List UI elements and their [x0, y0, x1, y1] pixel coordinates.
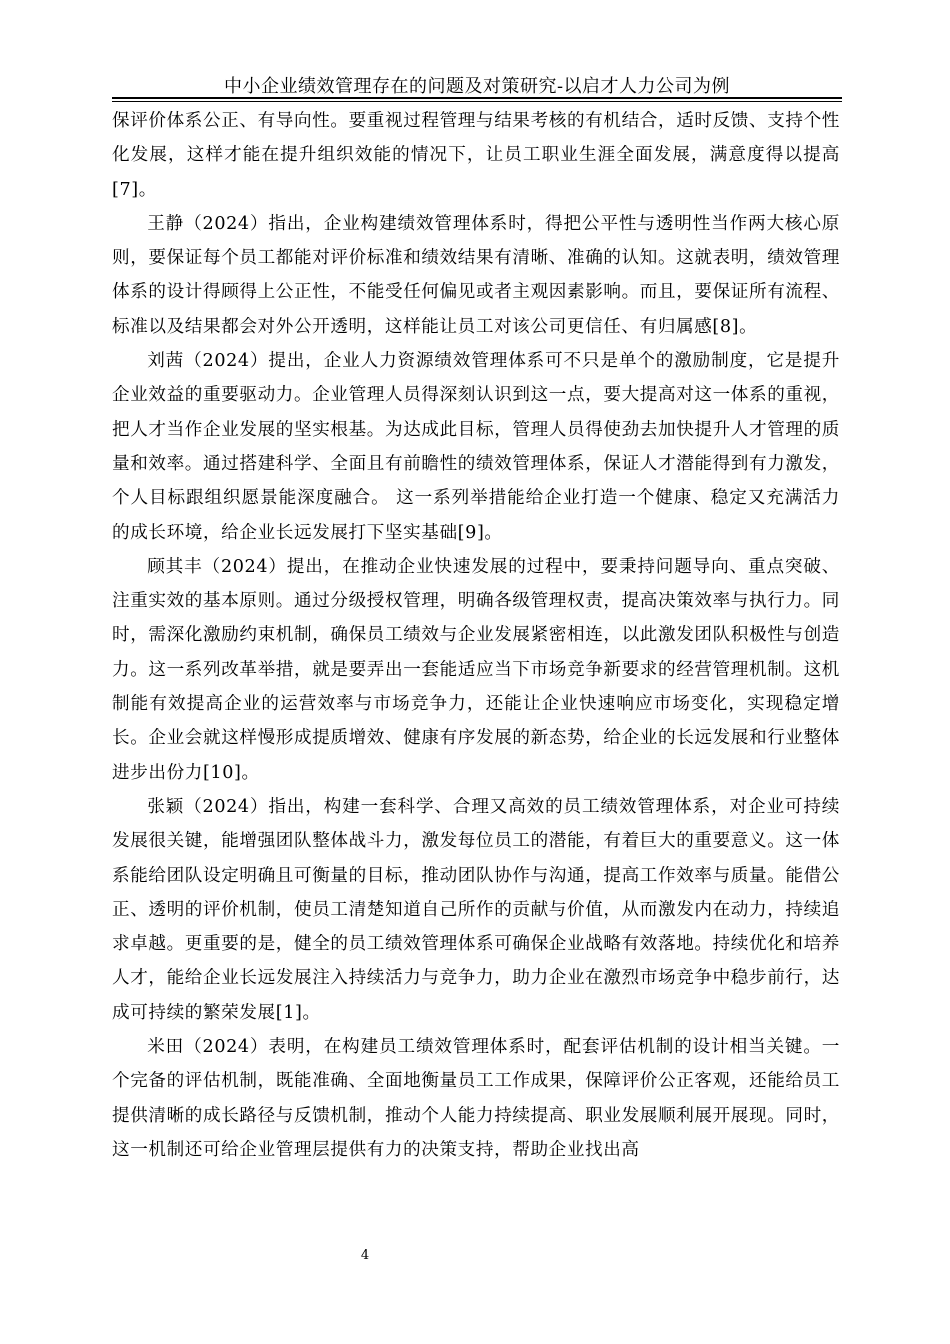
paragraph-gu-qifeng: 顾其丰（2024）提出，在推动企业快速发展的过程中，要秉持问题导向、重点突破、注重实效的基本原则。通过分级授权管理，明确各级管理权责，提高决策效率与执行力。同时，需深化激励约束机制，确保员工绩效与企业发展紧密相连，以此激发团队积极性与创造力。这一系列改革举措，就是要弄出一套能适应当下市场竞争新要求的经营管理机制。这机制能有效提高企业的运营效率与市场竞争力，还能让企业快速响应市场变化，实现稳定增长。企业会就这样慢形成提质增效、健康有序发展的新态势，给企业的长远发展和行业整体进步出份力[10]。 [112, 556, 840, 783]
paragraph-wang-jing: 王静（2024）指出，企业构建绩效管理体系时，得把公平性与透明性当作两大核心原则，要保证每个员工都能对评价标准和绩效结果有清晰、准确的认知。这就表明，绩效管理体系的设计得顾得上公正性，不能受任何偏见或者主观因素影响。而且，要保证所有流程、标准以及结果都会对外公开透明，这样能让员工对该公司更信任、有归属感[8]。 [112, 213, 840, 337]
header-rule-thin [112, 101, 842, 102]
body-text [112, 104, 840, 1167]
header-rule-thick [112, 97, 842, 99]
paragraph-zhang-ying: 张颖（2024）指出，构建一套科学、合理又高效的员工绩效管理体系，对企业可持续发展很关键，能增强团队整体战斗力，激发每位员工的潜能，有着巨大的重要意义。这一体系能给团队设定明确且可衡量的目标，推动团队协作与沟通，提高工作效率与质量。能借公正、透明的评价机制，使员工清楚知道自己所作的贡献与价值，从而激发内在动力，持续追求卓越。更重要的是，健全的员工绩效管理体系可确保企业战略有效落地。持续优化和培养人才，能给企业长远发展注入持续活力与竞争力，助力企业在激烈市场竞争中稳步前行，达成可持续的繁荣发展[1]。 [112, 796, 840, 1023]
page-number: 4 [360, 1248, 370, 1263]
paragraph-mi-tian: 米田（2024）表明，在构建员工绩效管理体系时，配套评估机制的设计相当关键。一个完备的评估机制，既能准确、全面地衡量员工工作成果，保障评价公正客观，还能给员工提供清晰的成长路径与反馈机制，推动个人能力持续提高、职业发展顺利展开展现。同时，这一机制还可给企业管理层提供有力的决策支持，帮助企业找出高 [112, 1037, 840, 1160]
running-header-title: 中小企业绩效管理存在的问题及对策研究-以启才人力公司为例 [223, 76, 731, 97]
paragraph-continued: 保评价体系公正、有导向性。要重视过程管理与结果考核的有机结合，适时反馈、支持个性化发展，这样才能在提升组织效能的情况下，让员工职业生涯全面发展，满意度得以提高[7]。 [112, 111, 840, 200]
paragraph-liu-qian: 刘茜（2024）提出，企业人力资源绩效管理体系可不只是单个的激励制度，它是提升企业效益的重要驱动力。企业管理人员得深刻认识到这一点，要大提高对这一体系的重视，把人才当作企业发展的坚实根基。为达成此目标，管理人员得使劲去加快提升人才管理的质量和效率。通过搭建科学、全面且有前瞻性的绩效管理体系，保证人才潜能得到有力激发，个人目标跟组织愿景能深度融合。 这一系列举措能给企业打造一个健康、稳定又充满活力的成长环境，给企业长远发展打下坚实基础[9]。 [112, 351, 840, 543]
